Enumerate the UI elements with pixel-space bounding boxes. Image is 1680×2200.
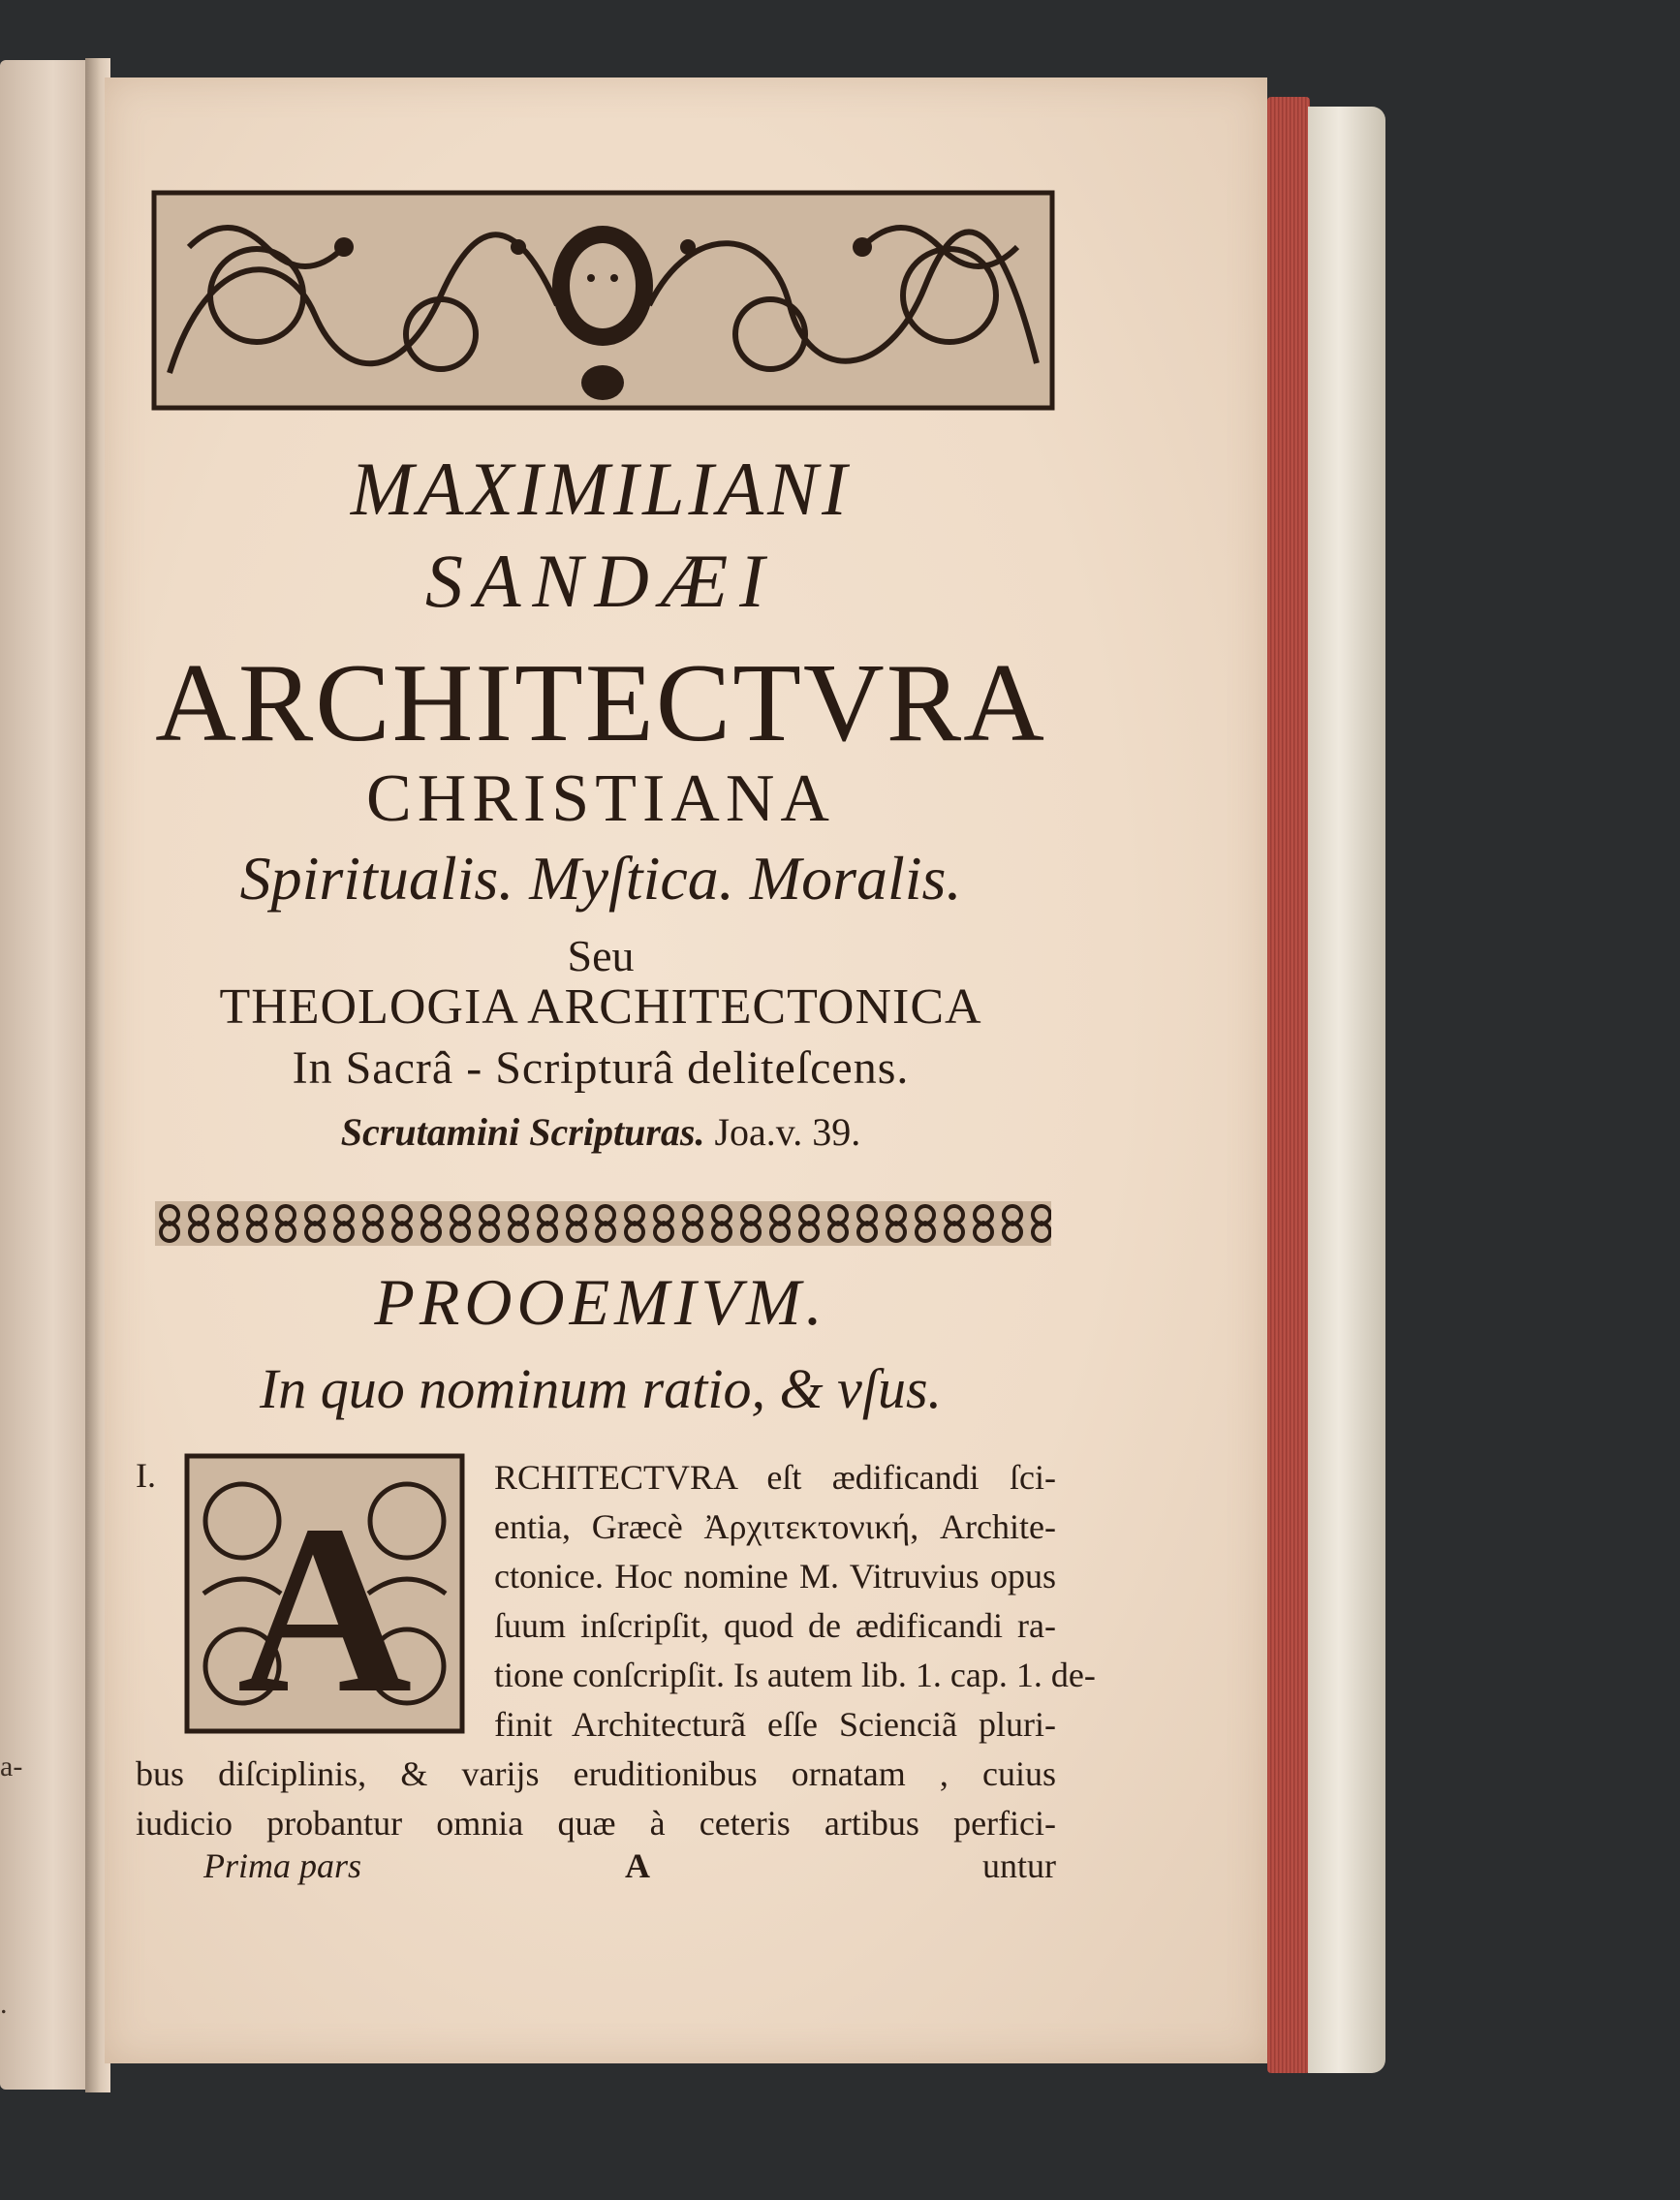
text-line: entia, Græcè Ἀρχιτεκτονική, Archite-: [494, 1507, 1056, 1546]
author-surname: SANDÆI: [424, 539, 777, 623]
ornamental-rule: [155, 1201, 1051, 1246]
text-line: RCHITECTVRA eſt ædificandi ſci-: [494, 1458, 1056, 1497]
descriptor: Spiritualis. Myſtica. Moralis.: [239, 844, 962, 913]
initial-letter: A: [236, 1475, 413, 1734]
text-line: iudicio probantur omnia quæ à ceteris artibus perfici-: [136, 1804, 1056, 1843]
full-width-text: [136, 1750, 1056, 1848]
seu-line: Seu: [567, 931, 635, 980]
section-heading: PROOEMIVM.: [374, 1265, 827, 1339]
text-line: finit Architecturã eſſe Scienciã pluri-: [494, 1705, 1056, 1744]
section-subheading: In quo nominum ratio, & vſus.: [259, 1357, 943, 1420]
ornamental-headpiece: [150, 189, 1056, 412]
paragraph-number: I.: [136, 1456, 156, 1495]
decorated-initial: [184, 1453, 465, 1734]
author-first-name: MAXIMILIANI: [350, 447, 852, 531]
text-line: bus diſciplinis, & varijs eruditionibus ornatam , cuius: [136, 1754, 1056, 1793]
text-line: ctonice. Hoc nomine M. Vitruvius opus: [494, 1557, 1056, 1596]
theology-line: THEOLOGIA ARCHITECTONICA: [219, 979, 982, 1035]
subtitle: CHRISTIANA: [366, 761, 835, 836]
signature-mark: A: [625, 1846, 650, 1885]
in-scripture-line: In Sacrâ - Scripturâ deliteſcens.: [292, 1042, 910, 1094]
signature-note: Prima pars: [203, 1846, 362, 1885]
book-cover-board: [1308, 107, 1385, 2073]
red-page-edges: [1267, 97, 1310, 2073]
text-line: ſuum inſcripſit, quod de ædificandi ra-: [494, 1606, 1056, 1645]
main-title: ARCHITECTVRA: [155, 641, 1046, 765]
scripture-quote: [136, 1109, 1066, 1155]
catchword: untur: [982, 1846, 1056, 1885]
indented-text: [494, 1453, 1096, 1750]
facing-page: [0, 60, 97, 2090]
facing-page-mark: a-: [0, 1751, 23, 1782]
quote-reference: Joa.v. 39.: [714, 1110, 861, 1154]
quote-text: Scrutamini Scripturas.: [340, 1110, 705, 1154]
facing-page-mark: .: [0, 1988, 8, 2020]
text-line: tione conſcripſit. Is autem lib. 1. cap. 1. de-: [494, 1656, 1096, 1694]
